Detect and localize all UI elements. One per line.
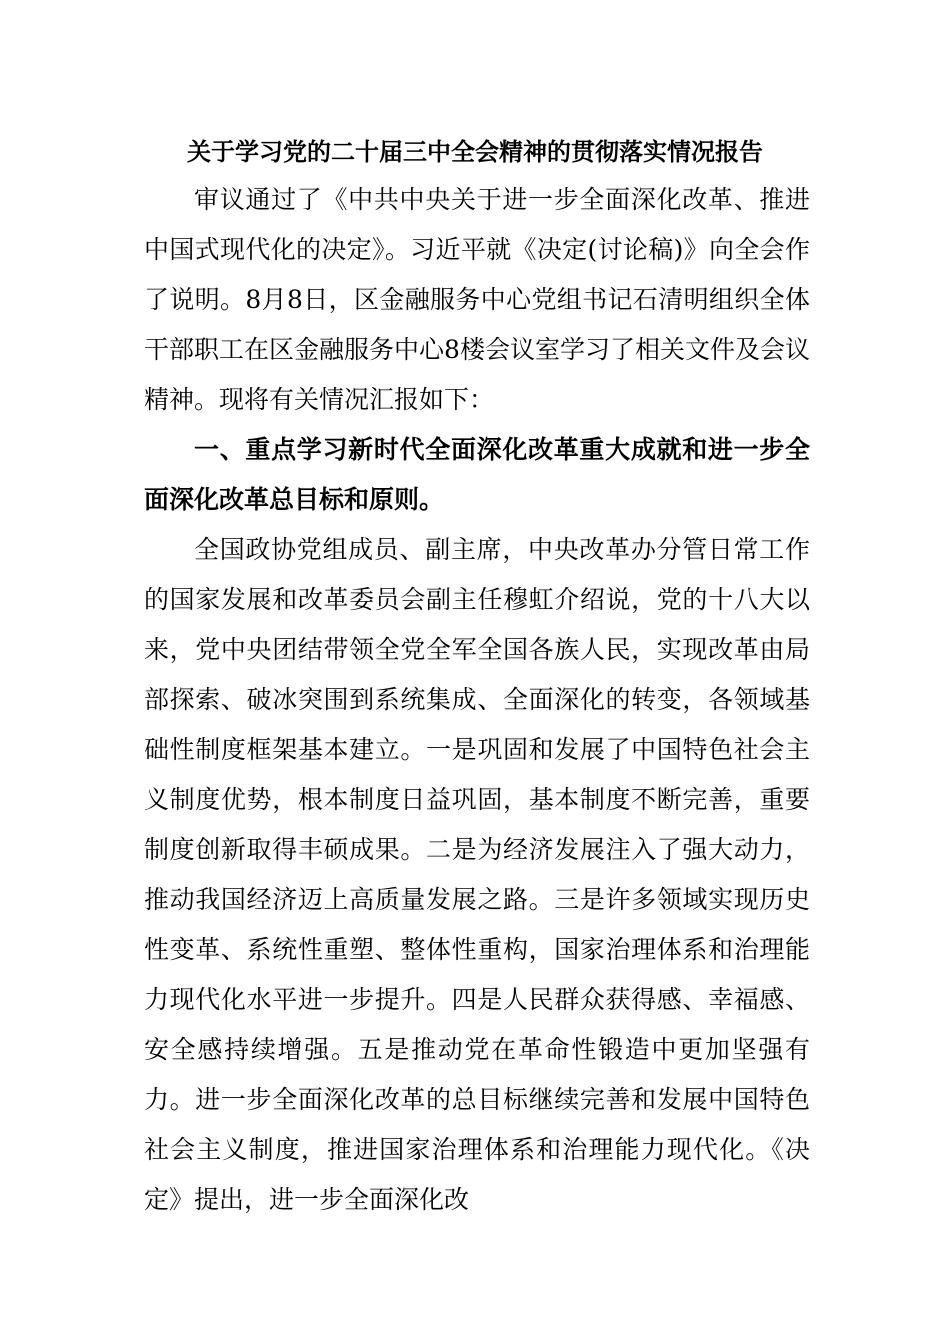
paragraph-intro: 审议通过了《中共中央关于进一步全面深化改革、推进中国式现代化的决定》。习近平就《决定(讨论稿)》向全会作了说明。8月8日，区金融服务中心党组书记石清明组织全体干部职工在区金融服务中心8楼会议室学习了相关文件及会议精神。现将有关情况汇报如下： (144, 185, 810, 414)
section-heading-1: 一、重点学习新时代全面深化改革重大成就和进一步全面深化改革总目标和原则。 (144, 435, 810, 514)
paragraph-section-1: 全国政协党组成员、副主席，中央改革办分管日常工作的国家发展和改革委员会副主任穆虹介绍说，党的十八大以来，党中央团结带领全党全军全国各族人民，实现改革由局部探索、破冰突围到系统集成、全面深化的转变，各领域基础性制度框架基本建立。一是巩固和发展了中国特色社会主义制度优势，根本制度日益巩固，基本制度不断完善，重要制度创新取得丰硕成果。二是为经济发展注入了强大动力，推动我国经济迈上高质量发展之路。三是许多领域实现历史性变革、系统性重塑、整体性重构，国家治理体系和治理能力现代化水平进一步提升。四是人民群众获得感、幸福感、安全感持续增强。五是推动党在革命性锻造中更加坚强有力。进一步全面深化改革的总目标继续完善和发展中国特色社会主义制度，推进国家治理体系和治理能力现代化。《决定》提出，进一步全面深化改 (144, 535, 810, 1214)
document-title: 关于学习党的二十届三中全会精神的贯彻落实情况报告 (187, 138, 763, 166)
